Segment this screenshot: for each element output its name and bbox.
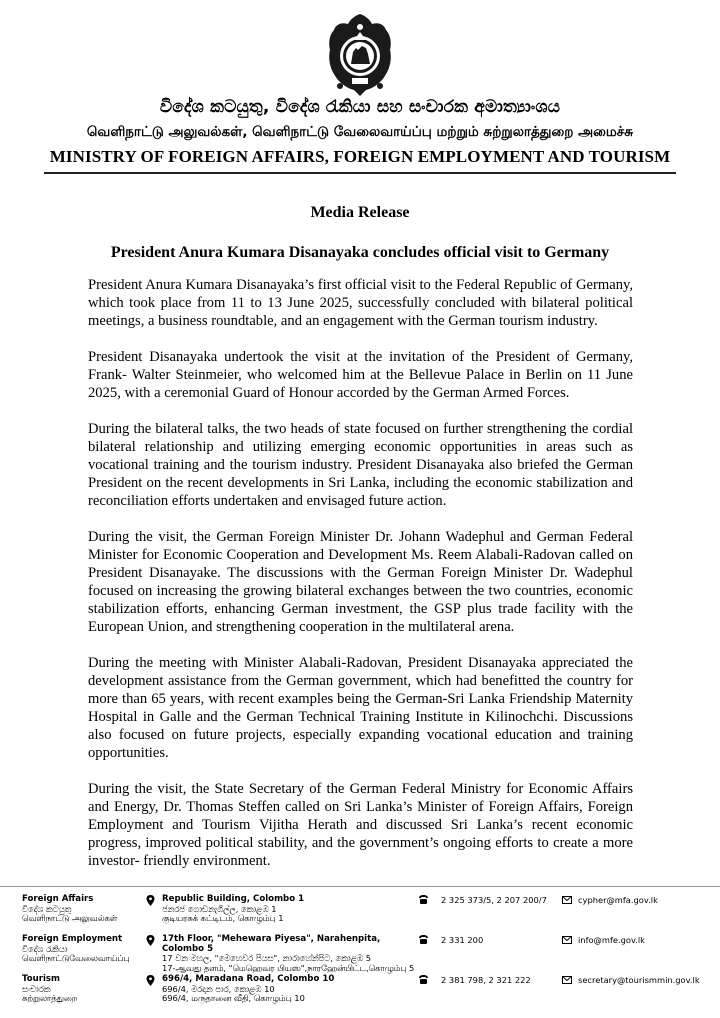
header-divider	[44, 172, 676, 174]
department-block	[22, 935, 142, 964]
department-name-sinhala: සංචාරක	[22, 983, 51, 994]
contact-row-foreign-affairs	[0, 895, 720, 935]
address-english: 696/4, Maradana Road, Colombo 10	[162, 974, 335, 984]
body-paragraph: During the visit, the German Foreign Minister Dr. Johann Wadephul and German Federal Minister for Economic Cooperation and Development Ms. Reem Alabali-Radovan called on President Disanayake. The discussions with the German Foreign Minister Dr. Wadephul focused on increasing the growing bilateral exchanges between the two countries, economic stabilization efforts, enhancing German investment, the GSP plus trade facility with the European Union, and strengthening cooperation in the multilateral arena.	[88, 529, 633, 635]
email-address[interactable]: info@mfe.gov.lk	[578, 935, 645, 945]
body-paragraph: During the visit, the State Secretary of the German Federal Ministry for Economic Affairs and Energy, Dr. Thomas Steffen called on Sri Lanka’s Minister of Foreign Affairs, Foreign Employment and Tourism Vijitha Herath and discussed Sri Lanka’s recent economic progress, improved political stability, and the government’s ongoing efforts to create a more investor- friendly environment.	[88, 781, 633, 869]
address-sinhala: ජනරජ ගොඩනැගිල්ල, කොළඹ 1	[162, 903, 277, 914]
phone-number: 2 331 200	[441, 935, 484, 945]
department-name-sinhala: විදේශ රැකියා	[22, 943, 68, 954]
address-english: 17th Floor, "Mehewara Piyesa", Narahenpita, Colombo 5	[162, 934, 381, 954]
envelope-icon	[562, 976, 572, 984]
address-sinhala: 17 වන මහල, "මෙහෙවර පියස", නාරාහේන්පිට, කොළඹ 5	[162, 953, 371, 963]
footer-divider	[0, 886, 720, 887]
sri-lanka-emblem-icon	[324, 12, 396, 98]
body-paragraph: During the meeting with Minister Alabali-Radovan, President Disanayaka appreciated the development assistance from the German government, which had benefitted the country for more than 65 years, with recent examples being the German-Sri Lanka Friendship Maternity Hospital in Galle and the German Technical Training Institute in Kilinochchi. Discussions also focused on future projects, especially expanding vocational education and training opportunities.	[88, 655, 633, 761]
department-name-tamil: வெளிநாட்டுவேலைவாய்ப்பு	[22, 953, 130, 963]
telephone-icon	[418, 935, 429, 944]
phone-number: 2 381 798, 2 321 222	[441, 975, 531, 985]
ministry-name-sinhala: විදේශ කටයුතු, විදේශ රැකියා සහ සංචාරක අමාත්‍යාංශය	[159, 97, 561, 117]
body-paragraph: President Disanayaka undertook the visit at the invitation of the President of Germany, Frank- Walter Steinmeier, who welcomed him at the Bellevue Palace in Berlin on 11 June 2025, with a ceremonial Guard of Honour accorded by the German Armed Forces.	[88, 349, 633, 401]
envelope-icon	[562, 936, 572, 944]
release-type-label: Media Release	[310, 204, 410, 221]
release-body	[88, 276, 633, 888]
email-address[interactable]: cypher@mfa.gov.lk	[578, 895, 658, 905]
department-name-sinhala: විදේශ කටයුතු	[22, 903, 72, 914]
contact-footer	[0, 893, 720, 1018]
department-name: Foreign Employment	[22, 934, 123, 944]
address-block	[162, 935, 422, 973]
address-sinhala: 696/4, මරදාන පාර, කොළඹ 10	[162, 983, 275, 994]
telephone-icon	[418, 975, 429, 984]
address-english: Republic Building, Colombo 1	[162, 894, 305, 904]
body-paragraph: During the bilateral talks, the two heads of state focused on further strengthening the cordial bilateral relationship and utilizing emerging economic opportunities in areas such as vocational training and the tourism industry. President Disanayaka also briefed the German President on the recent developments in Sri Lanka, including the economic stabilization and reconciliation efforts undertaken and envisaged future action.	[88, 421, 633, 509]
release-headline: President Anura Kumara Disanayaka concludes official visit to Germany	[110, 244, 610, 261]
email-address[interactable]: secretary@tourismmin.gov.lk	[578, 975, 700, 985]
contact-row-tourism	[0, 975, 720, 1015]
department-block	[22, 895, 142, 924]
phone-number: 2 325 373/5, 2 207 200/7	[441, 895, 547, 905]
telephone-icon	[418, 895, 429, 904]
location-pin-icon	[146, 895, 155, 906]
department-name: Foreign Affairs	[22, 894, 94, 904]
ministry-name-english: MINISTRY OF FOREIGN AFFAIRS, FOREIGN EMPLOYMENT AND TOURISM	[49, 147, 671, 166]
ministry-name-tamil: வெளிநாட்டு அலுவல்கள், வெளிநாட்டு வேலைவாய்ப்பு மற்றும் சுற்றுலாத்துறை அமைச்சு	[86, 124, 634, 140]
address-tamil: 17-ஆவது தளம், "மெஹெவர பியஸ",நாரஹேன்பிட்ட,கொழும்பு 5	[162, 962, 415, 973]
department-block	[22, 975, 142, 1004]
body-paragraph: President Anura Kumara Disanayaka’s first official visit to the Federal Republic of Germany, which took place from 11 to 13 June 2025, successfully concluded with bilateral political meetings, a business roundtable, and an engagement with the German tourism industry.	[88, 277, 633, 329]
department-name-tamil: வெளிநாட்டு அலுவல்கள்	[22, 913, 118, 923]
location-pin-icon	[146, 975, 155, 986]
department-name-tamil: சுற்றுலாத்துறை	[22, 993, 78, 1003]
address-tamil: குடியரசுக் கட்டிடம், கொழும்பு 1	[162, 913, 284, 923]
contact-row-foreign-employment	[0, 935, 720, 975]
address-tamil: 696/4, மருதானை வீதி, கொழும்பு 10	[162, 993, 305, 1003]
address-block	[162, 975, 422, 1004]
envelope-icon	[562, 896, 572, 904]
location-pin-icon	[146, 935, 155, 946]
address-block	[162, 895, 422, 924]
department-name: Tourism	[22, 974, 60, 984]
